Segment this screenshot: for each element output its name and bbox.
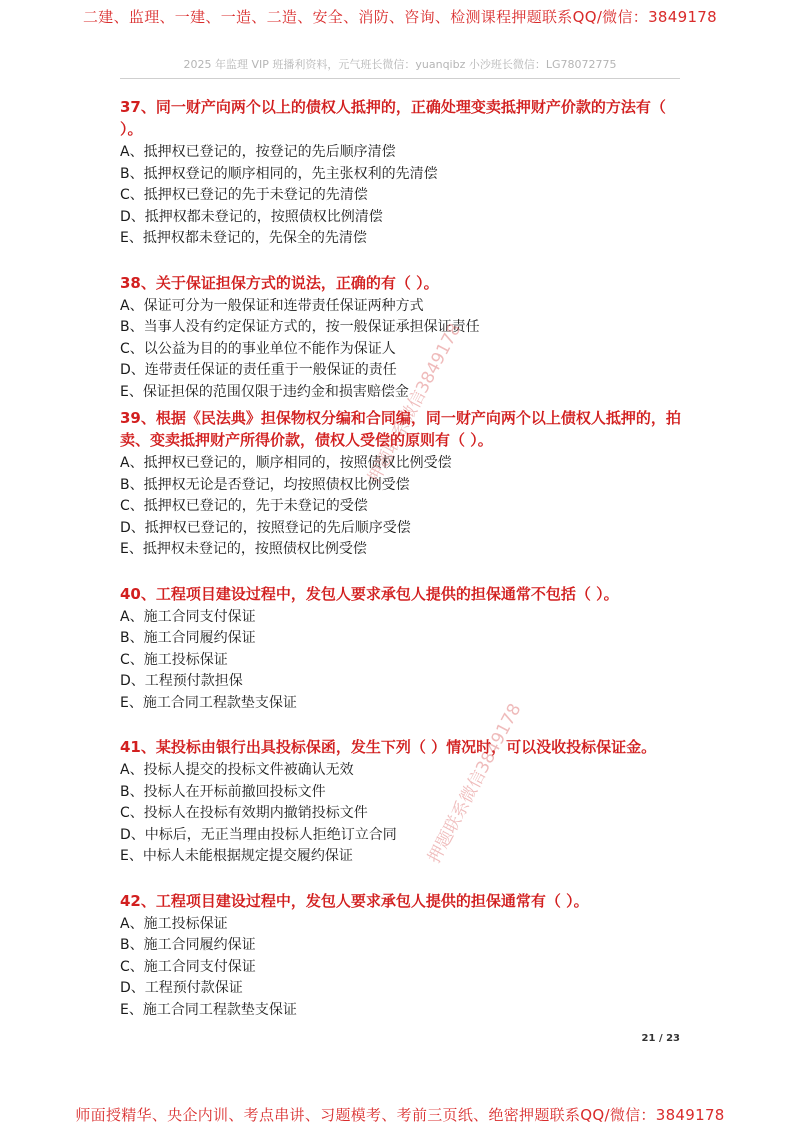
option-b: B、抵押权登记的顺序相同的，先主张权利的先清偿 [120,165,438,182]
option-e: E、中标人未能根据规定提交履约保证 [120,848,353,864]
option-b: B、施工合同履约保证 [120,937,256,953]
question-list [120,96,690,1043]
option-a: A、抵押权已登记的，顺序相同的，按照债权比例受偿 [120,455,452,471]
option-d: D、抵押权已登记的，按照登记的先后顺序受偿 [120,519,411,536]
option-b: B、施工合同履约保证 [120,630,256,646]
question-title: 42、工程项目建设过程中，发包人要求承包人提供的担保通常有（ ）。 [120,891,589,910]
option-a: A、保证可分为一般保证和连带责任保证两种方式 [120,297,424,314]
sub-header: 2025 年监理 VIP 班播利资料，元气班长微信：yuanqibz 小沙班长微信：LG78072775 [120,56,680,79]
option-d: D、连带责任保证的责任重于一般保证的责任 [120,362,397,378]
option-b: B、抵押权无论是否登记，均按照债权比例受偿 [120,476,410,493]
option-e: E、施工合同工程款垫支保证 [120,694,297,711]
option-b: B、投标人在开标前撤回投标文件 [120,783,326,800]
question-title: 38、关于保证担保方式的说法，正确的有（ ）。 [120,273,439,292]
option-c: C、以公益为目的的事业单位不能作为保证人 [120,340,396,357]
option-d: D、中标后，无正当理由投标人拒绝订立合同 [120,826,397,843]
option-c: C、投标人在投标有效期内撤销投标文件 [120,805,368,821]
option-d: D、工程预付款保证 [120,980,243,996]
option-d: D、抵押权都未登记的，按照债权比例清偿 [120,208,383,225]
option-c: C、抵押权已登记的先于未登记的先清偿 [120,187,368,203]
option-e: E、抵押权未登记的，按照债权比例受偿 [120,541,367,557]
question-title: 41、某投标由银行出具投标保函，发生下列（ ）情况时，可以没收投标保证金。 [120,738,657,756]
option-e: E、保证担保的范围仅限于违约金和损害赔偿金 [120,383,409,400]
option-a: A、施工投标保证 [120,915,228,932]
top-banner: 二建、监理、一建、一造、二造、安全、消防、咨询、检测课程押题联系QQ/微信：3849178 [83,8,717,26]
option-e: E、抵押权都未登记的，先保全的先清偿 [120,230,367,246]
question-38 [120,272,690,404]
bottom-banner: 师面授精华、央企内训、考点串讲、习题模考、考前三页纸、绝密押题联系QQ/微信：3849178 [75,1106,725,1124]
option-e: E、施工合同工程款垫支保证 [120,1001,297,1018]
option-a: A、投标人提交的投标文件被确认无效 [120,762,354,778]
option-c: C、施工投标保证 [120,651,228,668]
question-40 [120,583,690,715]
option-d: D、工程预付款担保 [120,673,243,689]
watermark: 押题联系微信3849178 [424,700,526,867]
option-b: B、当事人没有约定保证方式的，按一般保证承担保证责任 [120,319,480,335]
question-title: 39、根据《民法典》担保物权分编和合同编，同一财产向两个以上债权人抵押的，拍卖、变卖抵押财产所得价款，债权人受偿的原则有（ ）。 [120,409,681,449]
question-title: 37、同一财产向两个以上的债权人抵押的，正确处理变卖抵押财产价款的方法有（ ）。 [120,98,666,138]
question-37 [120,96,690,250]
option-c: C、施工合同支付保证 [120,958,256,975]
watermark: 押题联系微信3849178 [364,320,466,487]
option-c: C、抵押权已登记的，先于未登记的受偿 [120,498,368,514]
question-42 [120,890,690,1022]
question-41 [120,736,690,868]
page-number: 21 / 23 [641,1033,680,1044]
option-a: A、施工合同支付保证 [120,608,256,625]
option-a: A、抵押权已登记的，按登记的先后顺序清偿 [120,144,396,160]
question-title: 40、工程项目建设过程中，发包人要求承包人提供的担保通常不包括（ ）。 [120,584,619,603]
